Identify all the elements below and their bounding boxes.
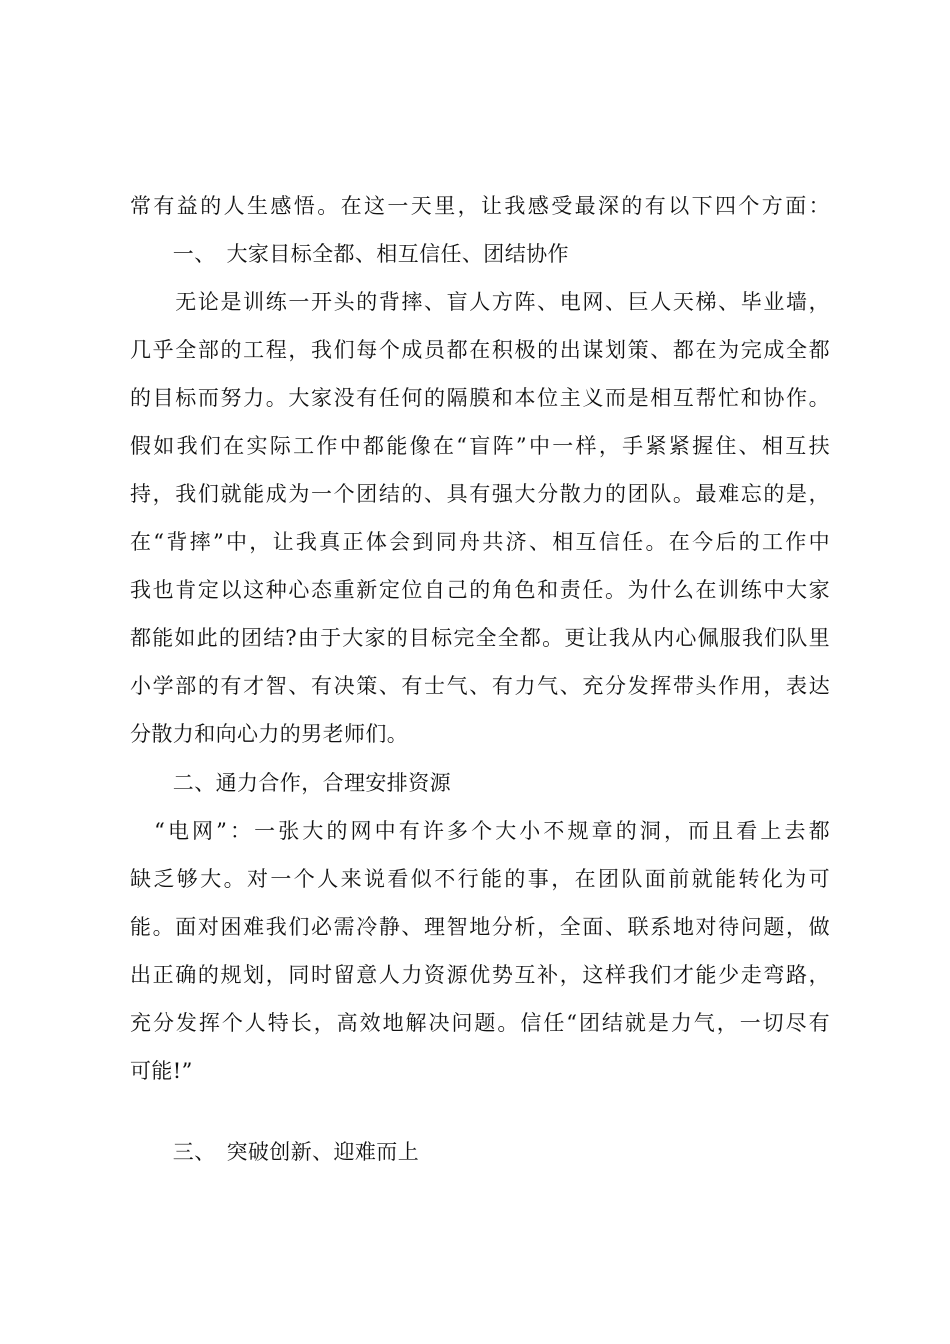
text-line: 缺乏够大。对一个人来说看似不行能的事，在团队面前就能转化为可	[130, 867, 830, 891]
text-line: 在“背摔”中，让我真正体会到同舟共济、相互信任。在今后的工作中	[130, 530, 830, 554]
text-line: 几乎全部的工程，我们每个成员都在积极的出谋划策、都在为完成全都	[130, 338, 830, 362]
text-line: 都能如此的团结?由于大家的目标完全全都。更让我从内心佩服我们队里	[130, 626, 830, 650]
section-heading: 一、 大家目标全都、相互信任、团结协作	[130, 242, 569, 266]
section-heading: 二、通力合作，合理安排资源	[130, 771, 451, 795]
text-line: 持，我们就能成为一个团结的、具有强大分散力的团队。最难忘的是，	[130, 482, 830, 506]
text-line: 充分发挥个人特长，高效地解决问题。信任“团结就是力气，一切尽有	[130, 1011, 830, 1035]
text-line: 分散力和向心力的男老师们。	[130, 722, 409, 746]
section-heading: 三、 突破创新、迎难而上	[130, 1140, 420, 1164]
text-line: “电网”：一张大的网中有许多个大小不规章的洞，而且看上去都	[130, 819, 830, 843]
text-line: 出正确的规划，同时留意人力资源优势互补，这样我们才能少走弯路，	[130, 963, 830, 987]
text-line: 常有益的人生感悟。在这一天里，让我感受最深的有以下四个方面：	[130, 194, 830, 218]
text-line: 我也肯定以这种心态重新定位自己的角色和责任。为什么在训练中大家	[130, 578, 830, 602]
text-line: 能。面对困难我们必需冷静、理智地分析，全面、联系地对待问题，做	[130, 915, 830, 939]
text-line: 无论是训练一开头的背摔、盲人方阵、电网、巨人天梯、毕业墙，	[130, 290, 830, 314]
text-line: 的目标而努力。大家没有任何的隔膜和本位主义而是相互帮忙和协作。	[130, 386, 830, 410]
text-line: 小学部的有才智、有决策、有士气、有力气、充分发挥带头作用，表达	[130, 674, 830, 698]
text-line: 可能!”	[130, 1059, 193, 1083]
text-line: 假如我们在实际工作中都能像在“盲阵”中一样，手紧紧握住、相互扶	[130, 434, 830, 458]
